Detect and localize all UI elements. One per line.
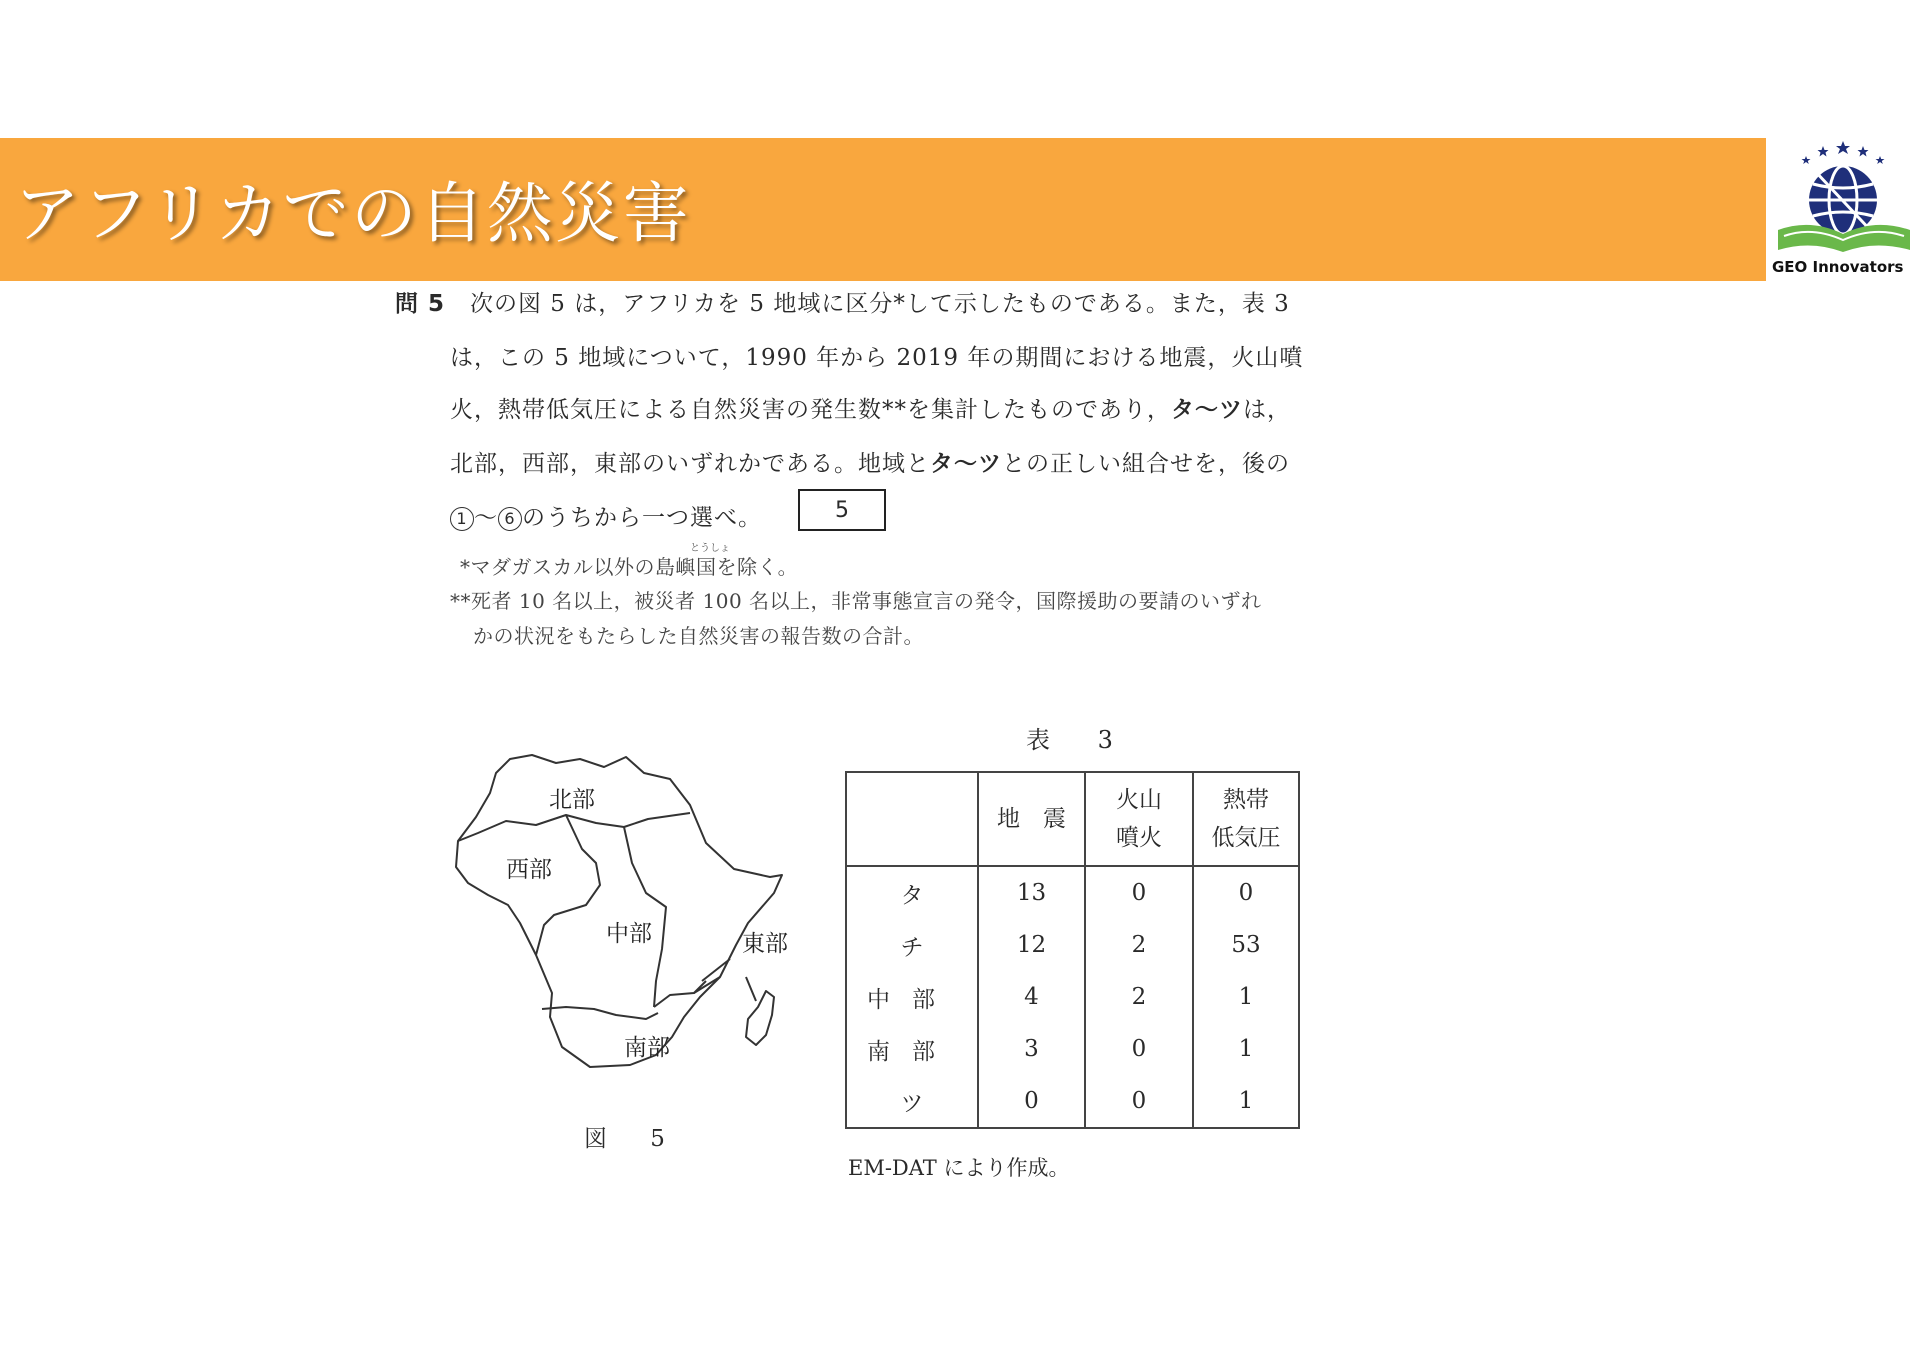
header-cyclone-1: 熱帯 — [1223, 787, 1269, 813]
row-label: チ — [900, 934, 924, 961]
disaster-table — [845, 771, 1300, 1129]
cell-quake: 0 — [978, 1075, 1085, 1128]
cell-volcano: 2 — [1085, 919, 1193, 971]
header-cyclone-2: 低気圧 — [1211, 825, 1281, 851]
cell-quake: 12 — [978, 919, 1085, 971]
question-text-4a: 北部，西部，東部のいずれかである。地域と — [450, 451, 930, 477]
question-label: 問 5 — [395, 291, 446, 317]
choice-start-circle: 1 — [450, 507, 474, 531]
question-line-5 — [450, 499, 762, 532]
table-caption: 表 3 — [1026, 726, 1133, 754]
region-label-central: 中部 — [606, 921, 652, 947]
madagascar — [746, 991, 774, 1045]
page-title: アフリカでの自然災害 — [14, 175, 691, 252]
table-row — [846, 971, 1299, 1023]
table-row — [846, 866, 1299, 919]
africa-region-map — [444, 745, 794, 1105]
ruby-reading: とうしょ — [690, 543, 730, 554]
figure-caption: 図 5 — [584, 1126, 683, 1152]
cell-cyclone: 1 — [1193, 1075, 1299, 1128]
table-row — [846, 919, 1299, 971]
footnote-2: **死者 10 名以上，被災者 100 名以上，非常事態宣言の発令，国際援助の要請のいずれ — [450, 589, 1262, 613]
header-volcano-2: 噴火 — [1116, 825, 1162, 851]
row-label: タ — [900, 882, 924, 909]
choice-separator: ～ — [474, 505, 498, 531]
row-label: ツ — [900, 1090, 924, 1117]
cell-cyclone: 1 — [1193, 1023, 1299, 1075]
question-text-4c: との正しい組合せを，後の — [1002, 451, 1290, 477]
west-central-boundary — [536, 815, 600, 955]
choice-end-circle: 6 — [498, 507, 522, 531]
table-header-blank — [846, 772, 978, 866]
cell-quake: 3 — [978, 1023, 1085, 1075]
cell-quake: 13 — [978, 866, 1085, 919]
question-text-3a: 火，熱帯低気圧による自然災害の発生数**を集計したものであり， — [450, 397, 1171, 423]
question-line-2: は，この 5 地域について，1990 年から 2019 年の期間における地震，火山噴 — [450, 345, 1304, 371]
table-source: EM-DAT により作成。 — [848, 1156, 1070, 1180]
question-text-4b: タ～ツ — [930, 451, 1002, 477]
table-row — [846, 1023, 1299, 1075]
table-header-quake: 地 震 — [978, 772, 1085, 866]
cell-volcano: 0 — [1085, 1023, 1193, 1075]
row-label: 南部 — [867, 1038, 957, 1065]
table-header-cyclone — [1193, 772, 1299, 866]
cell-cyclone: 0 — [1193, 866, 1299, 919]
question-text-3c: は， — [1243, 397, 1291, 423]
footnote-1: *マダガスカル以外の島嶼国を除く。 — [460, 555, 799, 579]
region-label-north: 北部 — [549, 787, 595, 813]
region-label-east: 東部 — [742, 931, 788, 957]
africa-outline — [456, 755, 782, 1067]
question-line-3 — [450, 391, 1291, 424]
north-boundary — [458, 813, 690, 841]
cell-volcano: 0 — [1085, 866, 1193, 919]
cell-volcano: 0 — [1085, 1075, 1193, 1128]
cell-quake: 4 — [978, 971, 1085, 1023]
region-label-west: 西部 — [506, 857, 552, 883]
footnote-3: かの状況をもたらした自然災害の報告数の合計。 — [473, 624, 924, 648]
central-east-boundary — [624, 827, 666, 1007]
answer-box[interactable]: 5 — [798, 489, 886, 531]
question-text-1: 次の図 5 は，アフリカを 5 地域に区分*して示したものである。また，表 3 — [469, 291, 1290, 317]
row-label: 中部 — [867, 986, 957, 1013]
table-header-row — [846, 772, 1299, 866]
question-line-1 — [395, 285, 1290, 318]
region-label-south: 南部 — [624, 1035, 670, 1061]
cell-volcano: 2 — [1085, 971, 1193, 1023]
logo-text: GEO Innovators — [1772, 258, 1904, 276]
cell-cyclone: 1 — [1193, 971, 1299, 1023]
cell-cyclone: 53 — [1193, 919, 1299, 971]
header-volcano-1: 火山 — [1116, 787, 1162, 813]
central-south-boundary — [542, 1007, 658, 1019]
question-line-4 — [450, 445, 1290, 478]
question-text-3b: タ～ツ — [1171, 397, 1243, 423]
question-text-5: のうちから一つ選べ。 — [522, 505, 762, 531]
table-header-volcano — [1085, 772, 1193, 866]
table-row — [846, 1075, 1299, 1128]
